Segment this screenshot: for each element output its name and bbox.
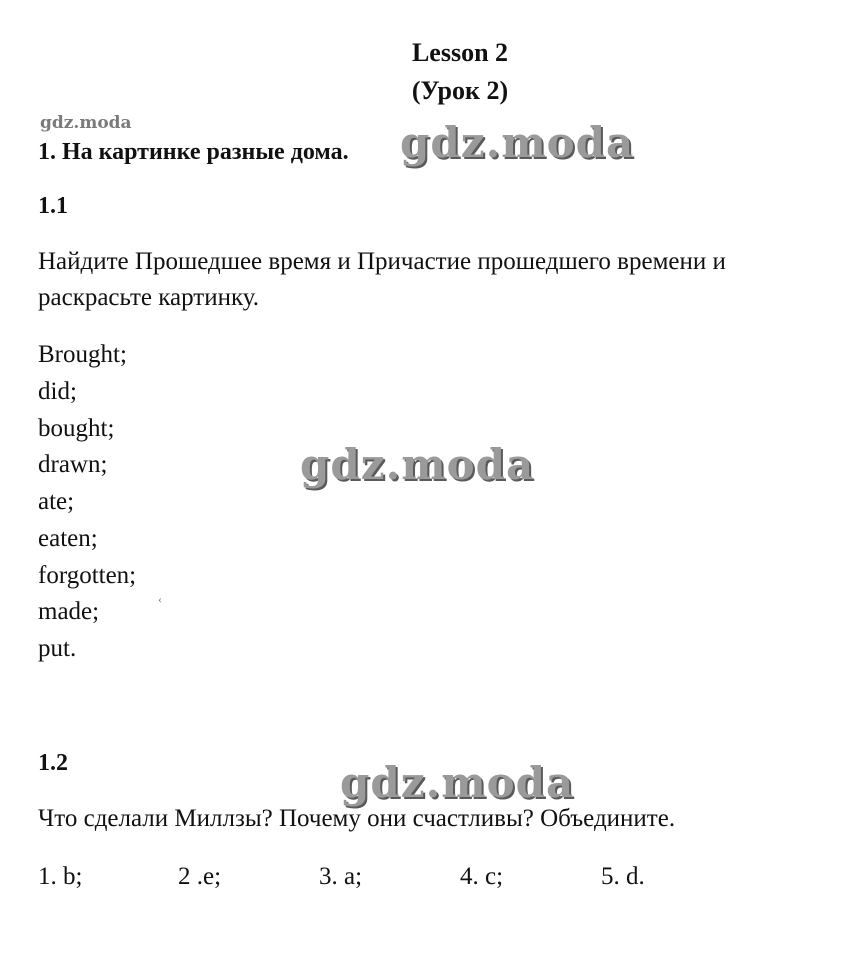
word-list-item: put.	[38, 635, 77, 662]
word-list-item: drawn;	[38, 451, 108, 478]
answer-item: 4. c;	[460, 863, 504, 890]
answer-item: 1. b;	[38, 863, 83, 890]
section-1-heading: 1. На картинке разные дома.	[38, 139, 349, 165]
watermark-large-2: gdz.moda	[300, 440, 535, 489]
watermark-small: gdz.moda	[40, 113, 132, 133]
word-list-item: bought;	[38, 415, 115, 442]
answer-item: 2 .e;	[178, 863, 222, 890]
word-list-item: ate;	[38, 488, 75, 515]
section-1-1-heading: 1.1	[38, 193, 68, 219]
lesson-title: Lesson 2	[411, 38, 509, 67]
section-1-2-instruction: Что сделали Миллзы? Почему они счастливы? Объедините.	[38, 805, 676, 832]
answer-item: 3. a;	[319, 863, 363, 890]
section-1-1-instruction-line-1: Найдите Прошедшее время и Причастие прошедшего времени и	[38, 248, 726, 275]
watermark-large-1: gdz.moda	[400, 118, 635, 167]
watermark-large-3: gdz.moda	[340, 758, 575, 807]
word-list-item: did;	[38, 378, 77, 405]
section-1-1-instruction-line-2: раскрасьте картинку.	[38, 284, 260, 311]
lesson-subtitle: (Урок 2)	[411, 76, 509, 105]
stray-mark: ‹	[158, 592, 162, 606]
word-list-item: made;	[38, 598, 100, 625]
word-list-item: eaten;	[38, 525, 98, 552]
word-list-item: Brought;	[38, 341, 127, 368]
answer-item: 5. d.	[601, 863, 645, 890]
section-1-2-heading: 1.2	[38, 750, 68, 776]
word-list-item: forgotten;	[38, 562, 137, 589]
